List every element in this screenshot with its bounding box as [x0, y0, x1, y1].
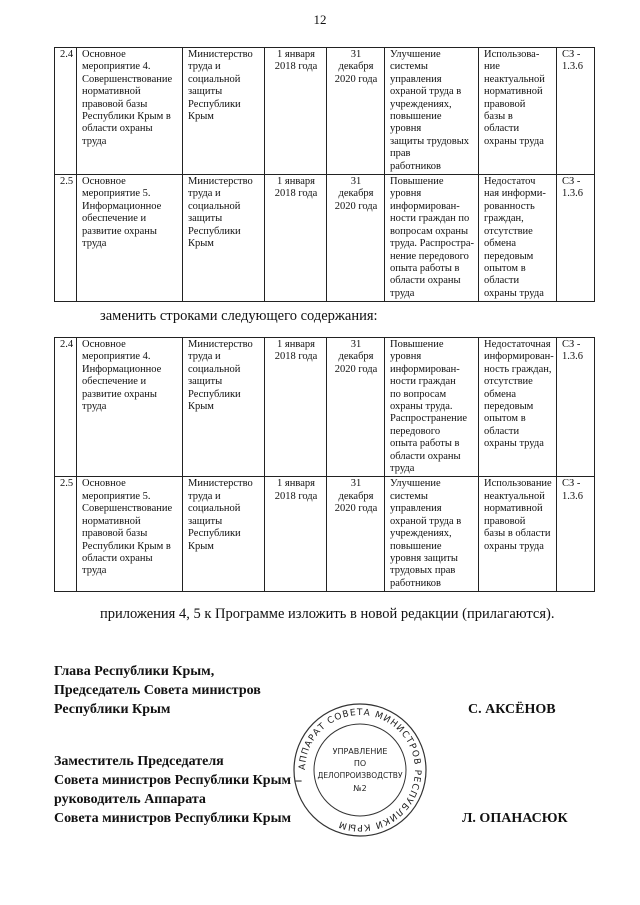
cell-line: Основное — [82, 339, 126, 350]
executor-cell — [183, 338, 265, 477]
signature-title-1 — [54, 662, 261, 719]
cell-line: Недостаточная — [484, 339, 551, 350]
page-number: 12 — [313, 12, 327, 27]
cell-line: передового — [390, 425, 441, 437]
cell-line: области охраны — [390, 450, 461, 462]
cell-line: охраны труда — [484, 135, 544, 147]
cell-line: правовой базы — [82, 98, 148, 110]
signatory-name-1: С. АКСЁНОВ — [468, 702, 556, 717]
cell-line: области охраны — [82, 123, 153, 135]
cell-line: труда и — [188, 490, 221, 502]
cell-line: 31 декабря — [338, 339, 374, 363]
cell-line: уровня защиты — [390, 552, 458, 564]
cell-line: правовой базы — [82, 528, 148, 540]
signature-line: Глава Республики Крым, — [54, 664, 215, 679]
cell-line: Республики — [188, 388, 241, 400]
cell-line: по вопросам — [390, 388, 447, 400]
cell-line: 2020 года — [334, 363, 378, 375]
cell-line: 2018 года — [274, 61, 318, 73]
signatory-name-2: Л. ОПАНАСЮК — [462, 811, 568, 826]
cell-line: 31 декабря — [338, 176, 374, 200]
cell-line: труда и — [188, 61, 221, 73]
cell-line: информирован- — [390, 363, 460, 375]
cell-line: Республики — [188, 225, 241, 237]
cell-line: базы в области — [484, 528, 551, 540]
cell-line: Повышение — [390, 176, 444, 188]
cell-line: труда — [82, 135, 107, 147]
cell-line: Улучшение — [390, 478, 441, 490]
code-cell — [557, 175, 595, 302]
executor-cell — [183, 48, 265, 175]
end-date-cell — [327, 477, 385, 592]
cell-line: социальной — [188, 200, 241, 212]
cell-line: передовым — [484, 401, 534, 413]
cell-line: СЗ - — [562, 49, 581, 60]
cell-line: ности граждан — [390, 376, 456, 388]
old-rows-table — [54, 47, 595, 302]
signature-line: Совета министров Республики Крым – — [54, 773, 302, 788]
cell-line: охраной труда в — [390, 515, 462, 527]
cell-line: опыта работы в — [390, 438, 460, 450]
cell-line: прав — [390, 148, 411, 160]
cell-line: области охраны — [390, 275, 461, 287]
cell-line: Недостаточ — [484, 176, 536, 188]
cell-line: Республики Крым в — [82, 111, 171, 123]
cell-line: трудовых прав — [390, 565, 456, 577]
cell-line: нормативной — [484, 86, 543, 98]
signature-title-2 — [54, 752, 302, 828]
cell-line: Основное — [82, 176, 126, 188]
stamp-center-line: УПРАВЛЕНИЕ — [332, 747, 388, 756]
appendix-instruction: приложения 4, 5 к Программе изложить в новой редакции (прилагаются). — [100, 606, 555, 622]
cell-line: защиты трудовых — [390, 135, 470, 147]
cell-line: охраной труда в — [390, 86, 462, 98]
cell-line: охраны труда. — [390, 401, 453, 413]
cell-line: охраны труда — [484, 540, 544, 552]
result-cell — [385, 477, 479, 592]
cell-line: Министерство — [188, 478, 253, 490]
cell-line: социальной — [188, 503, 241, 515]
cell-line: передовым — [484, 250, 534, 262]
cell-line: 31 декабря — [338, 49, 374, 73]
signature-line: Совета министров Республики Крым — [54, 811, 292, 826]
cell-line: работников — [390, 160, 441, 172]
cell-line: мероприятие 5. — [82, 490, 151, 502]
cell-line: граждан, — [484, 213, 524, 225]
cell-line: нормативной — [82, 515, 141, 527]
new-rows-table — [54, 337, 595, 592]
cell-line: опытом в — [484, 413, 526, 425]
stamp-seal — [290, 700, 430, 840]
cell-line: труда — [82, 565, 107, 577]
signature-line: Республики Крым — [54, 702, 171, 717]
start-date-cell — [265, 338, 327, 477]
cell-line: труда — [82, 401, 107, 413]
end-date-cell — [327, 338, 385, 477]
row-number: 2.4 — [55, 48, 77, 175]
cell-line: охраны труда — [484, 438, 544, 450]
cell-line: СЗ - — [562, 176, 581, 188]
cell-line: неактуальной — [484, 490, 545, 502]
code-cell — [557, 338, 595, 477]
cell-line: 1 января — [277, 176, 315, 188]
signature-line: Заместитель Председателя — [54, 754, 224, 769]
cell-line: области охраны — [82, 552, 153, 564]
cell-line: нормативной — [484, 503, 543, 515]
table-row — [55, 175, 595, 302]
signature-line: Председатель Совета министров — [54, 683, 261, 698]
stamp-center-line: ПО — [353, 759, 367, 768]
cell-line: Использование — [484, 478, 552, 490]
result-cell — [385, 338, 479, 477]
cell-line: ности граждан по — [390, 213, 470, 225]
cell-line: 2018 года — [274, 351, 318, 363]
cell-line: ность граждан, — [484, 363, 552, 375]
cell-line: 2020 года — [334, 200, 378, 212]
cell-line: Крым — [188, 540, 214, 552]
cell-line: 1.3.6 — [562, 490, 583, 502]
cell-line: обеспечение и — [82, 213, 147, 225]
cell-line: обмена — [484, 238, 517, 250]
executor-cell — [183, 175, 265, 302]
cell-line: 1 января — [277, 478, 315, 490]
cell-line: 2018 года — [274, 490, 318, 502]
cell-line: неактуальной — [484, 73, 545, 85]
cell-line: социальной — [188, 73, 241, 85]
cell-line: развитие охраны — [82, 225, 157, 237]
cell-line: Министерство — [188, 339, 253, 350]
cell-line: защиты — [188, 86, 223, 98]
cell-line: обеспечение и — [82, 376, 147, 388]
cell-line: работников — [390, 577, 441, 589]
cell-line: управления — [390, 73, 442, 85]
cell-line: защиты — [188, 213, 223, 225]
cell-line: развитие охраны — [82, 388, 157, 400]
event-cell — [77, 338, 183, 477]
cell-line: Повышение — [390, 339, 444, 350]
event-cell — [77, 175, 183, 302]
consequence-cell — [479, 477, 557, 592]
row-number: 2.5 — [55, 175, 77, 302]
end-date-cell — [327, 48, 385, 175]
cell-line: 1 января — [277, 49, 315, 60]
cell-line: мероприятие 4. — [82, 351, 151, 363]
cell-line: Крым — [188, 238, 214, 250]
cell-line: Информационное — [82, 363, 162, 375]
cell-line: ние — [484, 61, 500, 73]
result-cell — [385, 175, 479, 302]
cell-line: 1.3.6 — [562, 61, 583, 73]
end-date-cell — [327, 175, 385, 302]
cell-line: области — [484, 425, 520, 437]
cell-line: повышение уровня — [390, 111, 442, 135]
cell-line: учреждениях, — [390, 528, 452, 540]
svg-text:АППАРАТ СОВЕТА МИНИСТРОВ РЕСПУ — [298, 708, 422, 832]
cell-line: опыта работы в — [390, 262, 460, 274]
row-number: 2.5 — [55, 477, 77, 592]
cell-line: базы в — [484, 111, 513, 123]
event-cell — [77, 477, 183, 592]
cell-line: Республики — [188, 98, 241, 110]
cell-line: нормативной — [82, 86, 141, 98]
cell-line: труда и — [188, 351, 221, 363]
cell-line: повышение — [390, 540, 442, 552]
cell-line: системы — [390, 61, 428, 73]
cell-line: 2018 года — [274, 188, 318, 200]
cell-line: обмена — [484, 388, 517, 400]
code-cell — [557, 48, 595, 175]
cell-line: Информационное — [82, 200, 162, 212]
cell-line: уровня — [390, 351, 422, 363]
cell-line: нение передового — [390, 250, 469, 262]
stamp-center-line: №2 — [353, 784, 367, 793]
cell-line: Республики Крым в — [82, 540, 171, 552]
cell-line: СЗ - — [562, 339, 581, 350]
cell-line: Распространение — [390, 413, 468, 425]
cell-line: СЗ - — [562, 478, 581, 490]
cell-line: Крым — [188, 111, 214, 123]
cell-line: отсутствие — [484, 376, 533, 388]
cell-line: Совершенствование — [82, 73, 173, 85]
cell-line: социальной — [188, 363, 241, 375]
cell-line: 2020 года — [334, 73, 378, 85]
cell-line: области — [484, 123, 520, 135]
cell-line: 1.3.6 — [562, 188, 583, 200]
cell-line: труда. Распростра- — [390, 238, 474, 250]
cell-line: правовой — [484, 515, 526, 527]
cell-line: Совершенствование — [82, 503, 173, 515]
start-date-cell — [265, 48, 327, 175]
cell-line: защиты — [188, 376, 223, 388]
cell-line: труда — [82, 238, 107, 250]
row-number: 2.4 — [55, 338, 77, 477]
cell-line: опытом в — [484, 262, 526, 274]
executor-cell — [183, 477, 265, 592]
cell-line: труда и — [188, 188, 221, 200]
result-cell — [385, 48, 479, 175]
cell-line: Республики — [188, 528, 241, 540]
consequence-cell — [479, 175, 557, 302]
cell-line: труда — [390, 287, 415, 299]
replace-instruction: заменить строками следующего содержания: — [100, 308, 378, 324]
cell-line: Министерство — [188, 49, 253, 60]
cell-line: труда — [390, 463, 415, 475]
cell-line: 1 января — [277, 339, 315, 350]
cell-line: управления — [390, 503, 442, 515]
event-cell — [77, 48, 183, 175]
cell-line: Основное — [82, 49, 126, 60]
cell-line: рованность — [484, 200, 535, 212]
start-date-cell — [265, 477, 327, 592]
consequence-cell — [479, 48, 557, 175]
cell-line: Улучшение — [390, 49, 441, 60]
cell-line: 1.3.6 — [562, 351, 583, 363]
table-row — [55, 48, 595, 175]
signature-line: руководитель Аппарата — [54, 792, 206, 807]
cell-line: Основное — [82, 478, 126, 490]
cell-line: системы — [390, 490, 428, 502]
cell-line: отсутствие — [484, 225, 533, 237]
cell-line: правовой — [484, 98, 526, 110]
stamp-ring-text: АППАРАТ СОВЕТА МИНИСТРОВ РЕСПУБЛИКИ КРЫМ — [297, 707, 423, 833]
cell-line: Крым — [188, 401, 214, 413]
cell-line: Использова- — [484, 49, 540, 60]
cell-line: области — [484, 275, 520, 287]
cell-line: мероприятие 4. — [82, 61, 151, 73]
code-cell — [557, 477, 595, 592]
cell-line: вопросам охраны — [390, 225, 469, 237]
cell-line: Министерство — [188, 176, 253, 188]
cell-line: защиты — [188, 515, 223, 527]
table-row — [55, 477, 595, 592]
cell-line: охраны труда — [484, 287, 544, 299]
cell-line: 31 декабря — [338, 478, 374, 502]
cell-line: уровня — [390, 188, 422, 200]
cell-line: информирован- — [390, 200, 460, 212]
cell-line: ная информи- — [484, 188, 546, 200]
cell-line: учреждениях, — [390, 98, 452, 110]
cell-line: мероприятие 5. — [82, 188, 151, 200]
stamp-center-line: ДЕЛОПРОИЗВОДСТВУ — [317, 771, 403, 780]
cell-line: 2020 года — [334, 503, 378, 515]
cell-line: информирован- — [484, 351, 554, 363]
start-date-cell — [265, 175, 327, 302]
consequence-cell — [479, 338, 557, 477]
table-row — [55, 338, 595, 477]
